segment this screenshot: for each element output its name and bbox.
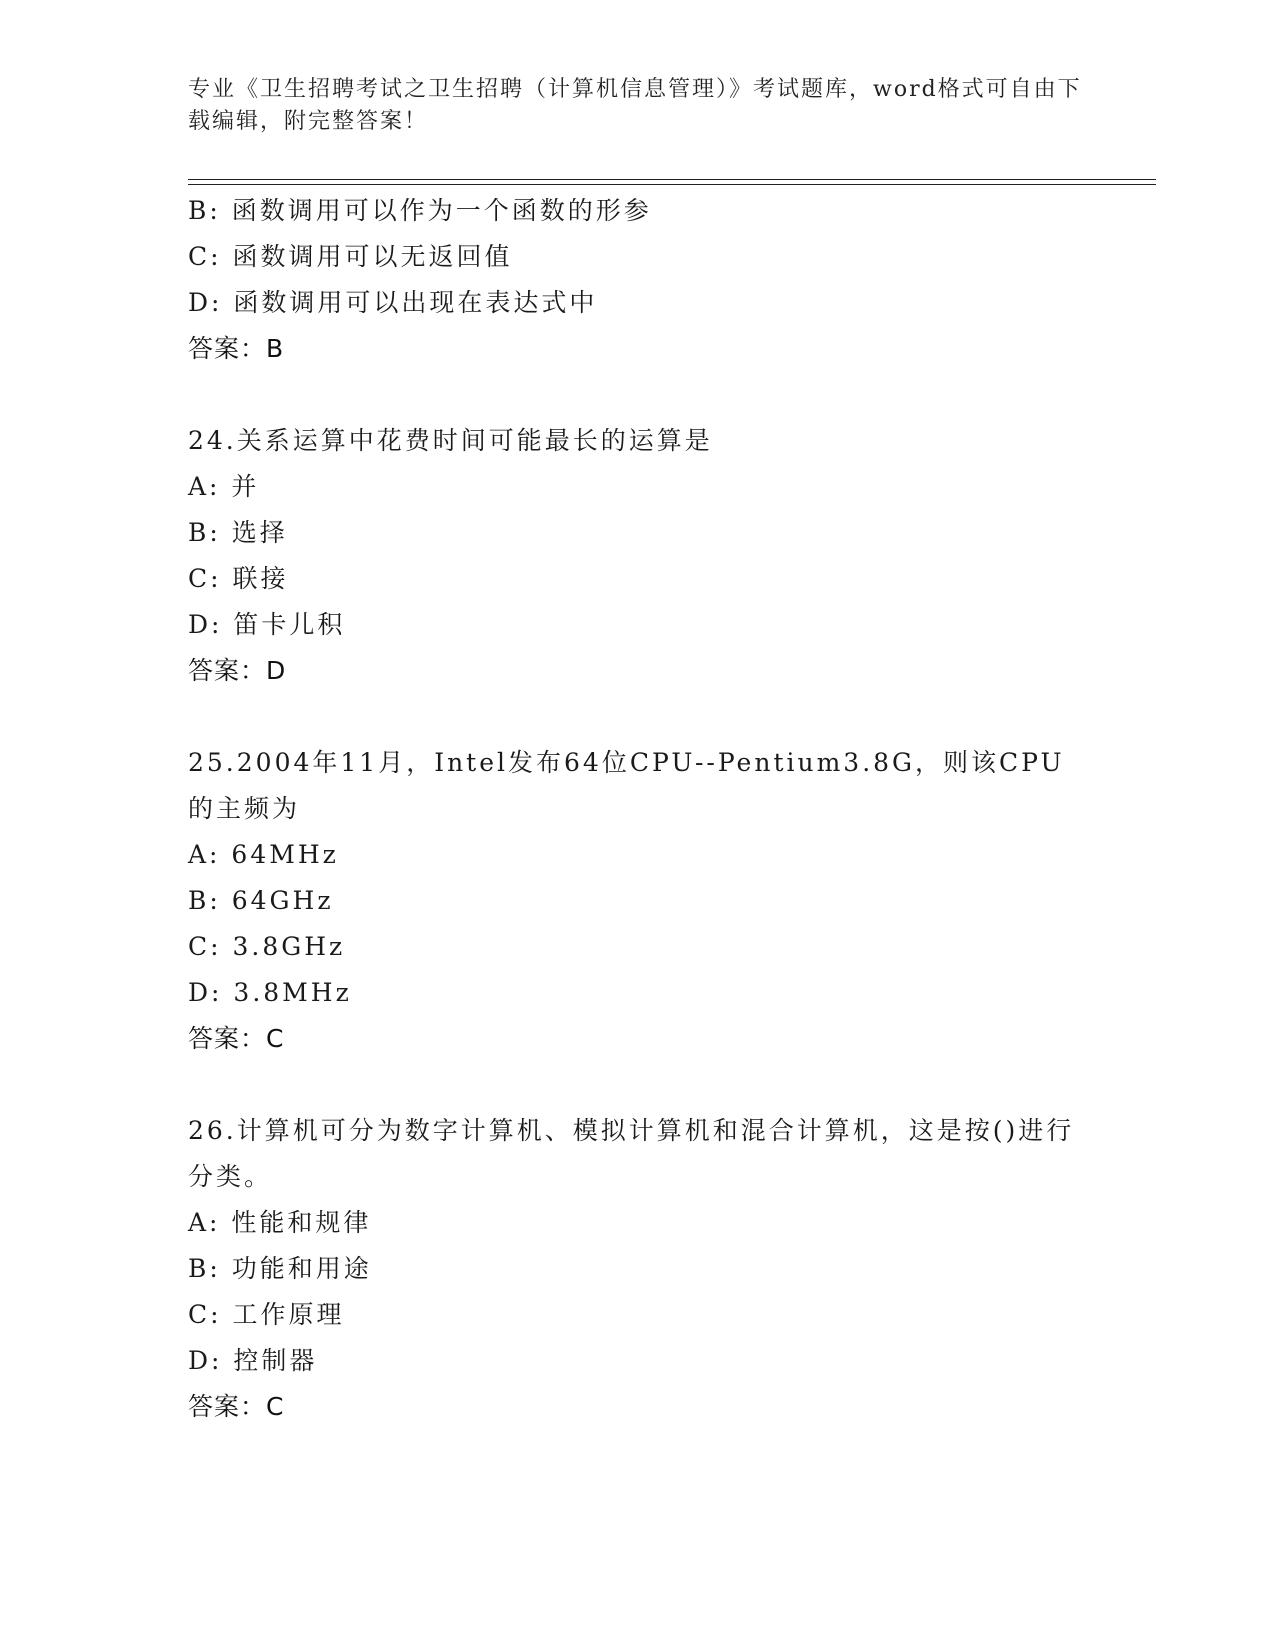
question-text: 25.2004年11月，Intel发布64位CPU--Pentium3.8G，则该CPU的主频为 [188,748,1065,823]
option-c: C: 函数调用可以无返回值 [188,242,513,271]
question-text: 24.关系运算中花费时间可能最长的运算是 [188,426,713,455]
option-d: D: 控制器 [188,1346,318,1375]
option-b: B: 功能和用途 [188,1254,372,1283]
option-b: B: 函数调用可以作为一个函数的形参 [188,196,652,225]
answer-line: 答案：C [188,1024,285,1053]
header-divider-bottom [188,184,1156,185]
question-block-25 [188,740,1088,1062]
option-b: B: 64GHz [188,886,334,915]
option-d: D: 笛卡儿积 [188,610,346,639]
spacer [188,1062,1088,1108]
question-text: 26.计算机可分为数字计算机、模拟计算机和混合计算机，这是按()进行分类。 [188,1116,1075,1191]
document-header: 专业《卫生招聘考试之卫生招聘（计算机信息管理）》考试题库，word格式可自由下载编辑，附完整答案！ [188,77,1082,134]
header-divider-top [188,179,1156,180]
option-a: A: 性能和规律 [188,1208,372,1237]
option-a: A: 64MHz [188,840,339,869]
answer-line: 答案：B [188,334,285,363]
question-list [188,188,1088,1430]
option-d: D: 函数调用可以出现在表达式中 [188,288,598,317]
answer-line: 答案：D [188,656,287,685]
option-d: D: 3.8MHz [188,978,352,1007]
spacer [188,372,1088,418]
spacer [188,694,1088,740]
option-b: B: 选择 [188,518,288,547]
question-block-partial [188,188,1088,372]
question-block-26 [188,1108,1088,1430]
option-c: C: 工作原理 [188,1300,345,1329]
question-block-24 [188,418,1088,694]
option-c: C: 3.8GHz [188,932,346,961]
option-a: A: 并 [188,472,260,501]
answer-line: 答案：C [188,1392,285,1421]
option-c: C: 联接 [188,564,289,593]
